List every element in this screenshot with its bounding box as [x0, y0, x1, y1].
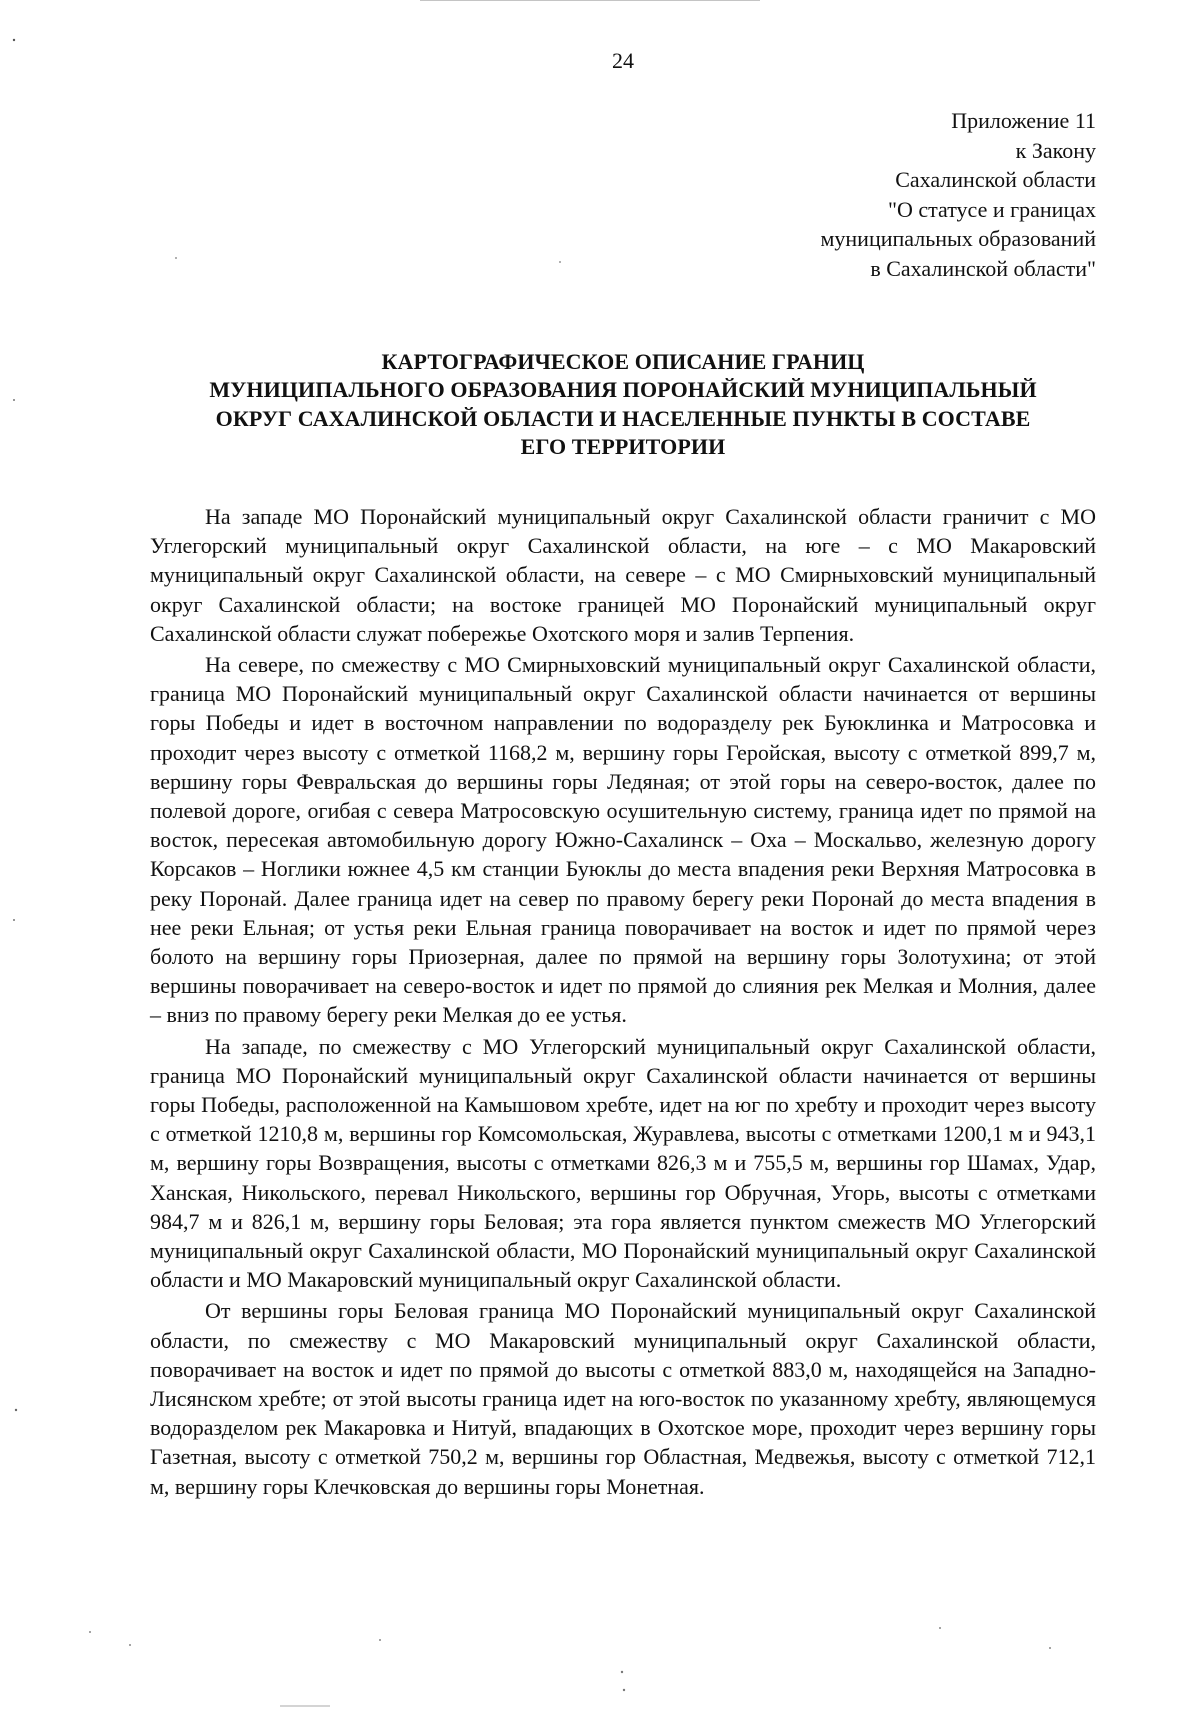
title-line: ОКРУГ САХАЛИНСКОЙ ОБЛАСТИ И НАСЕЛЕННЫЕ ПУНКТЫ В СОСТАВЕ [215, 405, 1031, 431]
appendix-header [150, 106, 1096, 284]
document-body [150, 502, 1096, 1501]
appendix-line: Сахалинской области [895, 167, 1096, 193]
title-line: КАРТОГРАФИЧЕСКОЕ ОПИСАНИЕ ГРАНИЦ [381, 348, 865, 374]
body-paragraph: От вершины горы Беловая граница МО Поронайский муниципальный округ Сахалинской области, по смежеству с МО Макаровский муниципальный округ Сахалинской области, поворачивает на восток и идет по прямой до высоты с отметкой 883,0 м, находящейся на Западно-Лисянском хребте; от этой высоты граница идет на юго-восток по указанному хребту, являющемуся водоразделом рек Макаровка и Нитуй, впадающих в Охотское море, проходит через вершину горы Газетная, высоту с отметкой 750,2 м, вершины гор Областная, Медвежья, высоту с отметкой 712,1 м, вершину горы Клечковская до вершины горы Монетная. [150, 1298, 1096, 1499]
body-paragraph: На западе МО Поронайский муниципальный округ Сахалинской области граничит с МО Углегорский муниципальный округ Сахалинской области, на юге – с МО Макаровский муниципальный округ Сахалинской области, на севере – с МО Смирныховский муниципальный округ Сахалинской области; на востоке границей МО Поронайский муниципальный округ Сахалинской области служат побережье Охотского моря и залив Терпения. [150, 503, 1096, 646]
title-line: ЕГО ТЕРРИТОРИИ [520, 434, 726, 460]
appendix-line: к Закону [1015, 137, 1096, 163]
title-line: МУНИЦИПАЛЬНОГО ОБРАЗОВАНИЯ ПОРОНАЙСКИЙ МУНИЦИПАЛЬНЫЙ [209, 377, 1037, 403]
appendix-line: "О статусе и границах [888, 196, 1096, 222]
appendix-line: муниципальных образований [820, 226, 1096, 252]
document-title [150, 348, 1096, 462]
body-paragraph: На западе, по смежеству с МО Углегорский муниципальный округ Сахалинской области, граница МО Поронайский муниципальный округ Сахалинской области начинается от вершины горы Победы, расположенной на Камышовом хребте, идет на юг по хребту и проходит через высоту с отметкой 1210,8 м, вершины гор Комсомольская, Журавлева, высоты с отметками 1200,1 м и 943,1 м, вершину горы Возвращения, высоты с отметками 826,3 м и 755,5 м, вершины гор Шамах, Удар, Ханская, Никольского, перевал Никольского, вершины гор Обручная, Угорь, высоты с отметками 984,7 м и 826,1 м, вершину горы Беловая; эта гора является пунктом смежеств МО Углегорский муниципальный округ Сахалинской области, МО Поронайский муниципальный округ Сахалинской области и МО Макаровский муниципальный округ Сахалинской области. [150, 1033, 1096, 1293]
body-paragraph: На севере, по смежеству с МО Смирныховский муниципальный округ Сахалинской области, граница МО Поронайский муниципальный округ Сахалинской области начинается от вершины горы Победы и идет в восточном направлении по водоразделу рек Буюклинка и Матросовка и проходит через высоту с отметкой 1168,2 м, вершину горы Геройская, высоту с отметкой 899,7 м, вершину горы Февральская до вершины горы Ледяная; от этой горы на северо-восток, далее по полевой дороге, огибая с севера Матросовскую осушительную систему, граница идет по прямой на восток, пересекая автомобильную дорогу Южно-Сахалинск – Оха – Москальво, железную дорогу Корсаков – Ноглики южнее 4,5 км станции Буюклы до места впадения реки Верхняя Матросовка в реку Поронай. Далее граница идет на север по правому берегу реки Поронай до места впадения в нее реки Ельная; от устья реки Ельная граница поворачивает на восток и идет по прямой через болото на вершину горы Приозерная, далее по прямой на вершину горы Золотухина; от этой вершины поворачивает на северо-восток и идет по прямой до слияния рек Мелкая и Молния, далее – вниз по правому берегу реки Мелкая до ее устья. [150, 651, 1096, 1028]
page-number: 24 [612, 48, 634, 73]
appendix-line: в Сахалинской области" [870, 255, 1096, 281]
appendix-line: Приложение 11 [951, 108, 1096, 133]
